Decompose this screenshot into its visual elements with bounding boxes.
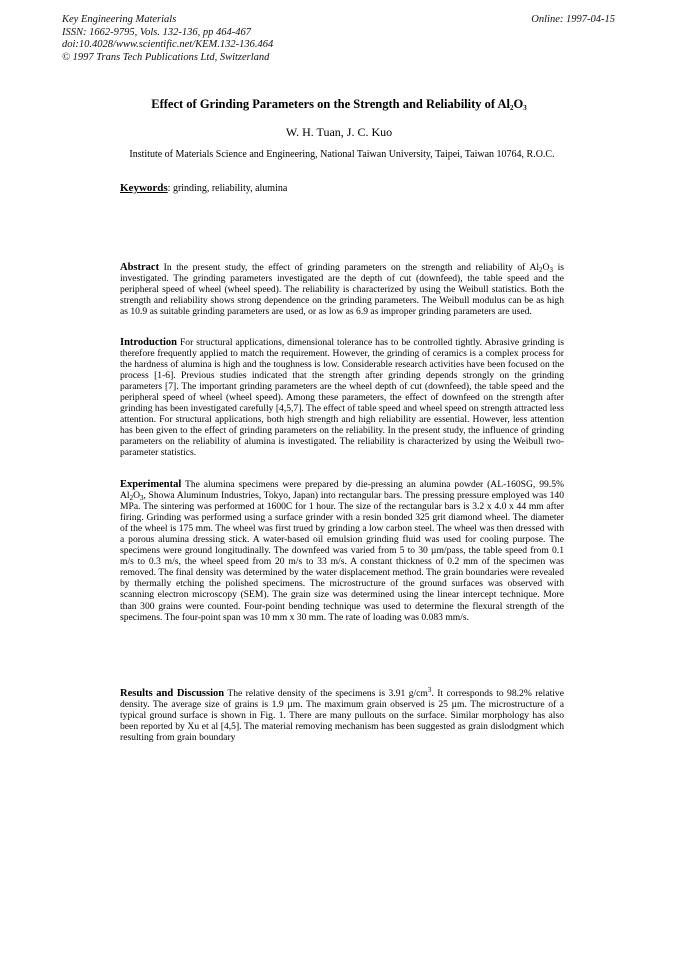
authors: W. H. Tuan, J. C. Kuo: [285, 125, 393, 139]
paper-title: Effect of Grinding Parameters on the Strength and Reliability of $Al_2O_3$: [151, 97, 527, 112]
keywords-text: grinding, reliability, alumina: [170, 183, 288, 194]
issn-line: ISSN: 1662-9795, Vols. 132-136, pp 464-467: [62, 26, 251, 38]
experimental-paragraph: Experimental The alumina specimens were prepared by die-pressing an alumina powder (AL-160SG, 99.5% $Al_2O_3$, Showa Aluminum Industries, Tokyo, Japan) into rectangular bars. The pressing pressure employed was 140 MPa. The sintering was performed at 1600C for 1 hour. The size of the rectangular bars is 3.2 x 4.0 x 44 mm after firing. Grinding was performed using a surface grinder with a resin bonded 325 grit diamond wheel. The diameter of the wheel is 175 mm. The wheel was first trued by grinding a low carbon steel. The wheel was then dressed with a porous alumina dressing stick. A water-based oil emulsion grinding fluid was used for cooling purpose. The specimens were ground longitudinally. The downfeed was varied from 5 to 30 µm/pass, the table speed from 0.1 m/s to 0.3 m/s, the wheel speed from 20 m/s to 33 m/s. A constant thickness of 0.2 mm of the specimen was removed. The final density was determined by the water displacement method. The grain boundaries were revealed by thermally etching the polished specimens. The microstructure of the ground surfaces was observed with scanning electron microscopy (SEM). The grain size was determined using the linear intercept technique. More than 300 grains were counted. Four-point bending technique was used to determine the flexural strength of the specimens. The four-point span was 10 mm x 30 mm. The rate of loading was 0.083 mm/s.: [120, 479, 564, 623]
introduction-paragraph: Introduction For structural applications, dimensional tolerance has to be controlled tightly. Abrasive grinding is therefore frequently applied to match the requirement. However, the grinding of ceramics is a complex process for the hardness of alumina is high and the toughness is low. Considerable research activities have been focused on the process [1-6]. Previous studies indicated that the strength after grinding depends strongly on the grinding parameters [7]. The important grinding parameters are the wheel depth of cut (downfeed), the table speed and the peripheral speed of wheel (wheel speed). Among these parameters, the effect of downfeed on the strength after grinding has been investigated carefully [4,5,7]. The effect of table speed and wheel speed on strength attracted less attention. For structural applications, both high strength and high reliability are essential. However, less attention has been given to the effect of grinding parameters on the reliability. In the present study, the influence of grinding parameters on the reliability of alumina is investigated. The reliability is characterized by using the Weibull two-parameter statistics.: [120, 337, 564, 459]
abstract-heading: Abstract: [120, 262, 160, 273]
journal-name: Key Engineering Materials: [62, 14, 177, 25]
online-date: Online: 1997-04-15: [531, 14, 615, 25]
results-paragraph: Results and Discussion The relative density of the specimens is 3.91 $g/cm^3$. It corresponds to 98.2% relative density. The average size of grains is 1.9 µm. The maximum grain observed is 25 µm. The microstructure of a typical ground surface is shown in Fig. 1. There are many pullouts on the surface. Similar morphology has also been reported by Xu et al [4,5]. The material removing mechanism has been suggested as grain dislodgment which resulting from grain boundary: [120, 686, 564, 744]
results-heading: Results and Discussion: [120, 688, 225, 699]
affiliation: Institute of Materials Science and Engineering, National Taiwan University, Taipei, Taiwan 10764, R.O.C.: [129, 149, 555, 160]
keywords-label: Keywords: [120, 182, 168, 194]
abstract-paragraph: Abstract In the present study, the effect of grinding parameters on the strength and reliability of $Al_2O_3$ is investigated. The grinding parameters investigated are the depth of cut (downfeed), the table speed and the peripheral speed of wheel (wheel speed). The reliability is characterized by using the Weibull statistics. Both the strength and reliability shows strong dependence on the grinding parameters. The Weibull modulus can be as high as 10.9 as suitable grinding parameters are used, or as low as 6.9 as improper grinding parameters are used.: [120, 262, 564, 318]
keywords: Keywords: grinding, reliability, alumina: [120, 182, 288, 194]
copyright-line: © 1997 Trans Tech Publications Ltd, Switzerland: [62, 51, 270, 63]
citation-header: [62, 14, 273, 64]
introduction-heading: Introduction: [120, 337, 177, 348]
doi-link[interactable]: doi:10.4028/www.scientific.net/KEM.132-136.464: [62, 39, 274, 50]
experimental-heading: Experimental: [120, 479, 182, 490]
